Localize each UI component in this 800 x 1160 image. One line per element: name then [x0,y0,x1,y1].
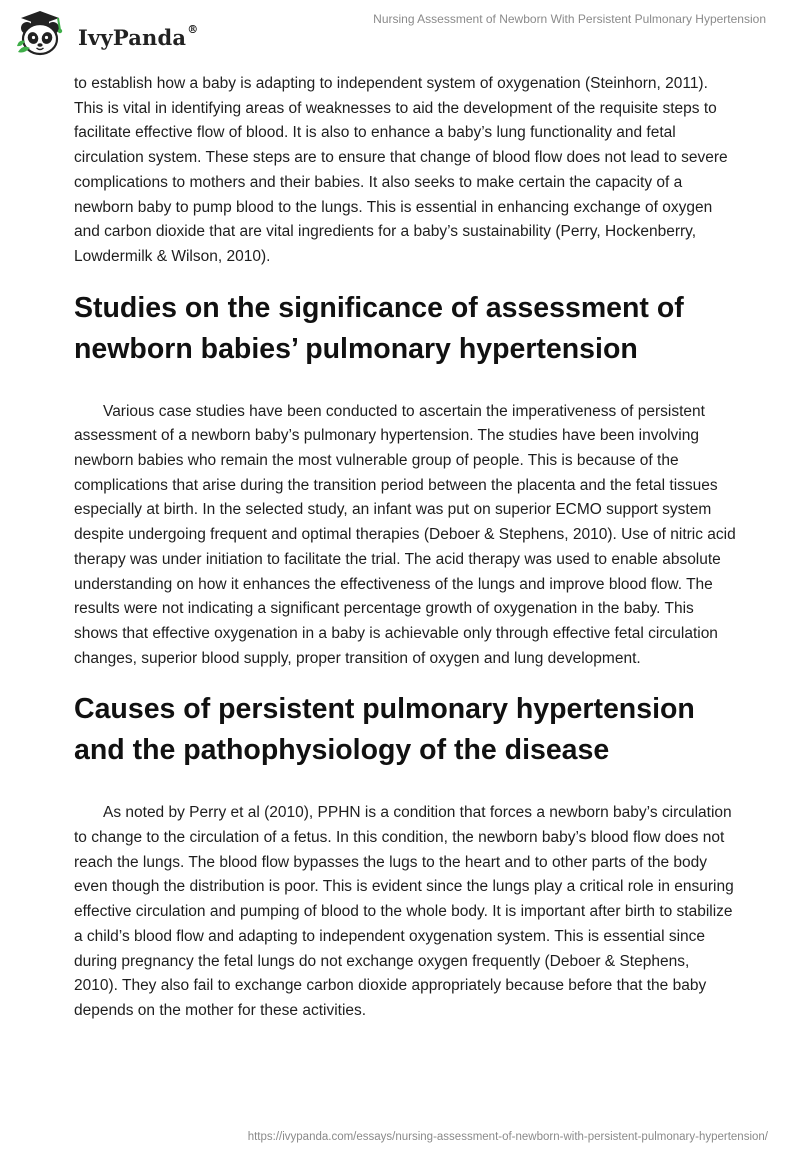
source-url[interactable]: https://ivypanda.com/essays/nursing-assessment-of-newborn-with-persistent-pulmonary-hypertension/ [247,1131,768,1143]
logo-name: IvyPanda [78,24,187,50]
article-body [74,72,736,1024]
registered-mark: ® [187,22,199,36]
heading-studies: Studies on the significance of assessment of newborn babies’ pulmonary hypertension [74,291,684,365]
document-title: Nursing Assessment of Newborn With Persistent Pulmonary Hypertension [373,12,766,26]
ivypanda-logo[interactable] [14,8,198,60]
paragraph-studies: Various case studies have been conducted to ascertain the imperativeness of persistent assessment of a newborn baby’s pulmonary hypertension. The studies have been involving newborn babies who remain the most vulnerable group of people. This is because of the complications that arise during the transition period between the placenta and the fetal tissues especially at birth. In the selected study, an infant was put on superior ECMO support system despite undergoing frequent and optimal therapies (Deboer & Stephens, 2010). Use of nitric acid therapy was under initiation to facilitate the trial. The acid therapy was used to enable absolute understanding on how it enhances the effectiveness of the lungs and improve blood flow. The results were not indicating a significant percentage growth of oxygenation in the baby. This shows that effective oxygenation in a baby is achievable only through effective fetal circulation changes, superior blood supply, proper transition of oxygen and lung development. [74,402,736,667]
logo-wordmark [78,22,199,50]
panda-graduate-icon [14,8,72,60]
heading-causes: Causes of persistent pulmonary hypertension and the pathophysiology of the disease [74,693,695,767]
paragraph-intro: to establish how a baby is adapting to independent system of oxygenation (Steinhorn, 2011). This is vital in identifying areas of weaknesses to aid the development of the requisite steps to facilitate effective flow of blood. It is also to enhance a baby’s lung functionality and fetal circulation system. These steps are to ensure that change of blood flow does not lead to severe complications to mothers and their babies. It also seeks to make certain the capacity of a newborn baby to pump blood to the lungs. This is essential in enhancing exchange of oxygen and carbon dioxide that are vital ingredients for a baby’s sustainability (Perry, Hockenberry, Lowdermilk & Wilson, 2010). [74,75,728,265]
paragraph-causes: As noted by Perry et al (2010), PPHN is a condition that forces a newborn baby’s circulation to change to the circulation of a fetus. In this condition, the newborn baby’s blood flow does not reach the lungs. The blood flow bypasses the lugs to the heart and to other parts of the body even though the distribution is poor. This is evident since the lungs play a critical role in ensuring effective circulation and pumping of blood to the whole body. It is important after birth to stabilize a child’s blood flow and adapting to independent oxygenation system. This is essential since during pregnancy the fetal lungs do not exchange oxygen frequently (Deboer & Stephens, 2010). They also fail to exchange carbon dioxide appropriately because before that the baby depends on the mother for these activities. [74,804,734,1019]
page-header [0,0,800,70]
